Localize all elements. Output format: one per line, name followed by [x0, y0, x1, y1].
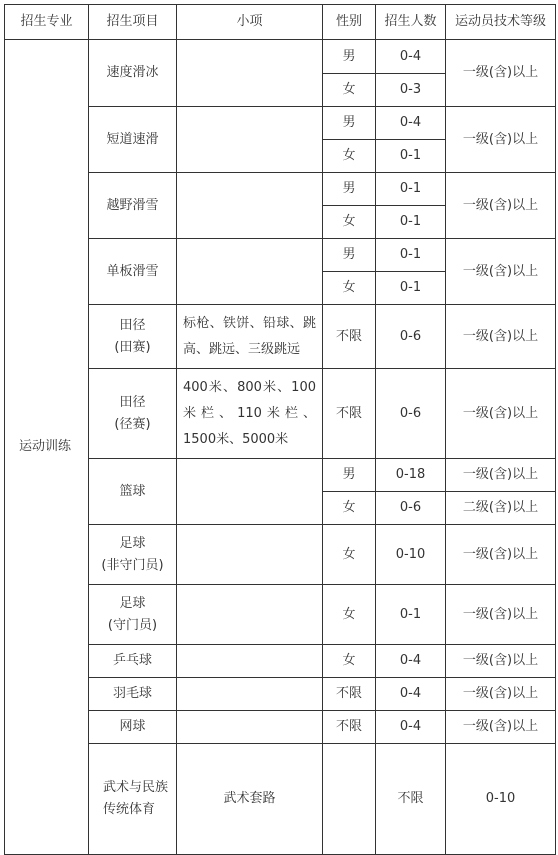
count-cell: 0-4	[376, 678, 446, 711]
level-cell: 一级(含)以上	[446, 711, 556, 744]
header-level: 运动员技术等级	[446, 5, 556, 40]
project-cell: 篮球	[89, 459, 177, 525]
gender-cell: 女	[323, 206, 376, 239]
project-cell: 足球 (守门员)	[89, 585, 177, 645]
sub-event-cell	[177, 525, 323, 585]
level-cell: 一级(含)以上	[446, 459, 556, 492]
count-cell: 0-4	[376, 107, 446, 140]
level-cell: 一级(含)以上	[446, 678, 556, 711]
sub-event-cell	[177, 239, 323, 305]
sub-event-cell	[177, 40, 323, 107]
level-cell: 一级(含)以上	[446, 239, 556, 305]
gender-cell: 不限	[323, 678, 376, 711]
count-cell: 0-4	[376, 645, 446, 678]
gender-cell: 女	[323, 645, 376, 678]
major-cell: 武术与民族传统体育	[89, 744, 177, 855]
gender-cell: 女	[323, 525, 376, 585]
gender-cell: 女	[323, 74, 376, 107]
project-cell: 田径 (田赛)	[89, 305, 177, 369]
level-cell: 一级(含)以上	[446, 173, 556, 239]
project-cell: 武术套路	[177, 744, 323, 855]
sub-event-cell	[323, 744, 376, 855]
sub-event-cell	[177, 585, 323, 645]
count-cell: 0-1	[376, 239, 446, 272]
sub-event-cell: 标枪、铁饼、铅球、跳高、跳远、三级跳远	[177, 305, 323, 369]
sub-event-cell	[177, 459, 323, 525]
count-cell: 0-1	[376, 206, 446, 239]
sub-event-cell	[177, 107, 323, 173]
count-cell: 0-1	[376, 585, 446, 645]
level-cell: 一级(含)以上	[446, 525, 556, 585]
level-cell: 一级(含)以上	[446, 40, 556, 107]
project-cell: 短道速滑	[89, 107, 177, 173]
level-cell: 一级(含)以上	[446, 645, 556, 678]
level-cell: 一级(含)以上	[446, 107, 556, 173]
project-cell: 越野滑雪	[89, 173, 177, 239]
gender-cell: 男	[323, 459, 376, 492]
gender-cell: 不限	[376, 744, 446, 855]
count-cell: 0-6	[376, 369, 446, 459]
count-cell: 0-1	[376, 140, 446, 173]
project-cell: 网球	[89, 711, 177, 744]
count-cell: 0-10	[376, 525, 446, 585]
gender-cell: 男	[323, 173, 376, 206]
level-cell: 一级(含)以上	[446, 369, 556, 459]
project-cell: 速度滑冰	[89, 40, 177, 107]
major-cell: 运动训练	[5, 40, 89, 855]
header-row	[5, 5, 556, 40]
project-cell: 羽毛球	[89, 678, 177, 711]
project-cell: 单板滑雪	[89, 239, 177, 305]
gender-cell: 女	[323, 492, 376, 525]
gender-cell: 男	[323, 239, 376, 272]
count-cell: 0-6	[376, 492, 446, 525]
level-cell: 一级(含)以上	[446, 305, 556, 369]
header-major: 招生专业	[5, 5, 89, 40]
count-cell: 0-4	[376, 40, 446, 74]
project-cell: 田径 (径赛)	[89, 369, 177, 459]
count-cell: 0-1	[376, 173, 446, 206]
sub-event-cell: 400米、800米、100米栏、110米栏、1500米、5000米	[177, 369, 323, 459]
gender-cell: 男	[323, 40, 376, 74]
header-sub-event: 小项	[177, 5, 323, 40]
project-cell: 足球 (非守门员)	[89, 525, 177, 585]
gender-cell: 不限	[323, 711, 376, 744]
gender-cell: 不限	[323, 305, 376, 369]
sub-event-cell	[177, 645, 323, 678]
level-cell: 二级(含)以上	[446, 492, 556, 525]
gender-cell: 女	[323, 272, 376, 305]
sub-event-cell	[177, 711, 323, 744]
gender-cell: 不限	[323, 369, 376, 459]
count-cell: 0-18	[376, 459, 446, 492]
sub-event-cell	[177, 173, 323, 239]
sub-event-cell	[177, 678, 323, 711]
gender-cell: 男	[323, 107, 376, 140]
count-cell: 0-4	[376, 711, 446, 744]
header-project: 招生项目	[89, 5, 177, 40]
gender-cell: 女	[323, 585, 376, 645]
gender-cell: 女	[323, 140, 376, 173]
enrollment-table	[4, 4, 556, 855]
count-cell: 0-10	[446, 744, 556, 855]
count-cell: 0-3	[376, 74, 446, 107]
level-cell: 一级(含)以上	[446, 585, 556, 645]
count-cell: 0-1	[376, 272, 446, 305]
count-cell: 0-6	[376, 305, 446, 369]
header-gender: 性别	[323, 5, 376, 40]
table-row	[5, 40, 556, 74]
header-count: 招生人数	[376, 5, 446, 40]
project-cell: 乒乓球	[89, 645, 177, 678]
